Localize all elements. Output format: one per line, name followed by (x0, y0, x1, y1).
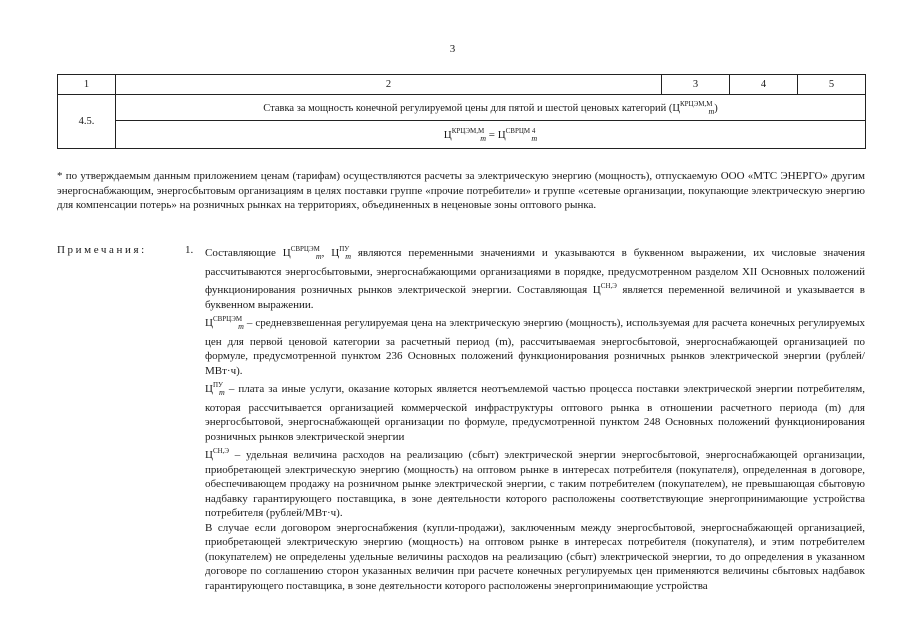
formula-equals: = (488, 128, 495, 141)
note-text: – средневзвешенная регулируемая цена на электрическую энергию (мощность), используемая для расчета конечных регулируемых цен для первой ценовой категории за расчетный период (m), рассчитываемая энергосбытовой, энергоснабжающей организацией по формуле, предусмотренной пунктом 236 Основных положений функционирования розничных рынков электрической энергии (рублей/МВт·ч). (205, 317, 865, 377)
var-svrcem: $Ц^{СВРЦЭМ}_m$ (205, 315, 244, 331)
lhs-symbol: Ц (443, 128, 452, 141)
formula-rhs (497, 126, 538, 143)
row-title-close: ) (714, 102, 718, 114)
note-paragraph (205, 378, 865, 444)
rhs-sup: СВРЦМ 4 (505, 126, 536, 135)
var-sne: $Ц^{СН,Э}$ (592, 282, 617, 296)
row-number: 4.5. (58, 95, 116, 149)
lhs-sup-copy: КРЦЭМ,М (680, 99, 713, 108)
formula-cell (116, 121, 866, 149)
var-svrcem: $Ц^{СВРЦЭМ}_m$ (282, 245, 322, 261)
footnote: * по утверждаемым данным приложением ценам (тарифам) осуществляются расчеты за электрическую энергию (мощность), отпускаемую ООО «МТС ЭНЕРГО» другим энергоснабжающим, энергосбытовым организациям в целях поставки группе «прочие потребители» и группе «сетевые организации, покупающие электрическую энергию для компенсации потерь» на розничных рынках на территориях, объединенных в неценовые зоны оптового рынка. (57, 170, 865, 211)
var-pu: $Ц^{ПУ}_m$ (205, 381, 225, 397)
row-title-text: Ставка за мощность конечной регулируемой цены для пятой и шестой ценовых категорий ( (263, 102, 673, 114)
notes-number: 1. (185, 244, 194, 256)
note-text: является переменной величиной и указывается в буквенном выражении. (205, 284, 865, 311)
column-header: 5 (798, 75, 866, 95)
column-header: 3 (662, 75, 730, 95)
column-header: 1 (58, 75, 116, 95)
note-paragraph: В случае если договором энергоснабжения (купли-продажи), заключенным между энергосбытовой, энергоснабжающей организацией, приобретающей электрическую энергию (мощность) на оптовом рынке в интересах потребителя (покупателя), и этим потребителем (покупателем) не определены удельные величины расходов на реализацию (сбыт) электрической энергии, то до определения в указанном договоре по соглашению сторон указанных величин при расчете конечных регулируемых цен применяются величины сбытовых надбавок гарантирующего поставщика, в зоне деятельности которого расположены энергопринимающие устройства (205, 521, 865, 592)
table-header-row (58, 75, 866, 95)
column-header: 4 (730, 75, 798, 95)
note-text: – плата за иные услуги, оказание которых является неотъемлемой частью процесса поставки электрической энергии потребителям, которая рассчитывается организацией коммерческой инфраструктуры оптового рынка в отношении расчетного периода (m) для энергосбытовой, энергоснабжающей организации по формуле, предусмотренной пунктом 248 Основных положений функционирования розничных рынков электрической энергии (205, 383, 865, 443)
page-number: 3 (449, 43, 456, 55)
notes-body (205, 242, 865, 593)
var-sne: $Ц^{СН,Э}$ (205, 447, 230, 461)
note-text: являются переменными значениями и указываются в буквенном выражении, их числовые значения рассчитываются энергосбытовыми, энергоснабжающими организациями в порядке, предусмотренном разделом XII Основных положений функционирования розничных рынков электрической энергии. Составляющая (205, 247, 866, 296)
rhs-sub: m (531, 133, 538, 143)
note-paragraph (205, 312, 865, 378)
lhs-sub: m (480, 133, 486, 143)
lhs-sup: КРЦЭМ,М (451, 126, 485, 135)
rhs-symbol: Ц (497, 128, 506, 141)
row-title (116, 95, 866, 121)
column-header: 2 (116, 75, 662, 95)
row-title-symbol (672, 99, 715, 116)
lhs-sub-copy: m (708, 106, 715, 116)
note-paragraph: Составляющие $Ц^{СВРЦЭМ}_m$, $Ц^{ПУ}_m$ являются переменными значениями и указываются в буквенном выражении, их числовые значения рассчитываются энергосбытовыми, энергоснабжающими организациями в порядке, предусмотренном разделом XII Основных положений функционирования розничных рынков электрической энергии. Составляющая $Ц^{СН,Э}$ является переменной величиной и указывается в буквенном выражении. (205, 245, 866, 311)
note-paragraph (205, 444, 865, 521)
notes-label: Примечания: (57, 244, 147, 256)
rates-table (57, 74, 866, 149)
formula-lhs (443, 126, 486, 143)
lhs-symbol-copy: Ц (672, 102, 680, 114)
table-row (58, 121, 866, 149)
note-text: – удельная величина расходов на реализацию (сбыт) электрической энергии энергосбытовой, энергоснабжающей организации, приобретающей электрическую энергию (мощность) на оптовом рынке в интересах потребителя (покупателя), определенная в договоре, обеспечивающем продажу на розничном рынке электрической энергии, с таким потребителем (покупателем), не превышающая сбытовую надбавку гарантирующего поставщика, в зоне деятельности которого расположены соответствующие энергопринимающие устройства потребителя (рублей/МВт·ч). (205, 449, 865, 519)
table-row (58, 95, 866, 121)
var-pu: $Ц^{ПУ}_m$ (331, 245, 351, 261)
